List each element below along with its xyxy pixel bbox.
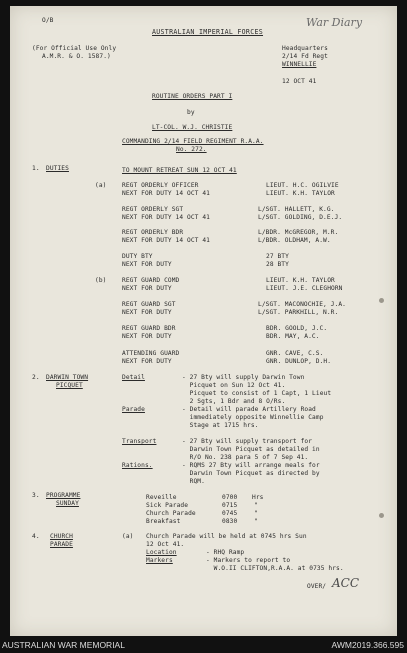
hq-line: WINNELLIE [282, 61, 317, 68]
section-heading-church: CHURCH [50, 533, 73, 540]
duty-left: DUTY BTY [122, 253, 153, 260]
picquet-label-transport: Transport [122, 438, 157, 445]
punch-hole [379, 298, 384, 303]
duty-right: LIEUT. K.H. TAYLOR [266, 190, 335, 197]
footer-source: AUSTRALIAN WAR MEMORIAL [2, 640, 125, 650]
church-text: Church Parade will be held at 0745 hrs Sun [146, 533, 307, 540]
picquet-text: R/O No. 238 para 5 of 7 Sep 41. [182, 454, 309, 461]
duty-left: REGT ORDERLY OFFICER [122, 182, 199, 189]
programme-item: Sick Parade [146, 502, 189, 509]
church-location-value: - RHQ Ramp [206, 549, 245, 556]
programme-item: Breakfast [146, 518, 181, 525]
duty-left: NEXT FOR DUTY 14 OCT 41 [122, 237, 210, 244]
duty-right: L/SGT. MACONOCHIE, J.A. [258, 301, 346, 308]
duty-right: L/SGT. HALLETT, K.G. [258, 206, 335, 213]
duty-right: L/BDR. McGREGOR, M.R. [258, 229, 339, 236]
over-note: OVER/ [307, 583, 327, 590]
picquet-text: - 27 Bty will supply Darwin Town [182, 374, 305, 381]
duty-right: L/SGT. PARKHILL, N.R. [258, 309, 339, 316]
duty-left: NEXT FOR DUTY [122, 285, 172, 292]
orders-title: ROUTINE ORDERS PART I [152, 93, 233, 100]
duty-left: REGT GUARD BDR [122, 325, 176, 332]
marker-b: (b) [95, 277, 107, 284]
programme-time: 0715 [222, 502, 238, 509]
church-location-label: Location [146, 549, 177, 556]
section-heading-picquet: DARWIN TOWN [46, 374, 89, 381]
programme-unit: " [254, 510, 258, 517]
duty-left: NEXT FOR DUTY 14 OCT 41 [122, 214, 210, 221]
order-number: No. 272. [176, 146, 207, 153]
programme-unit: " [254, 502, 258, 509]
commander-name: LT-COL. W.J. CHRISTIE [152, 124, 233, 131]
programme-time: 0830 [222, 518, 238, 525]
duty-right: GNR. DUNLOP, D.H. [266, 358, 332, 365]
date: 12 OCT 41 [282, 78, 317, 85]
section-number: 2. [32, 374, 40, 381]
section-heading-picquet: PICQUET [56, 382, 83, 389]
punch-hole [379, 513, 384, 518]
duty-right: BDR. GOOLD, J.C. [266, 325, 328, 332]
duty-left: REGT GUARD COMD [122, 277, 180, 284]
duty-left: NEXT FOR DUTY [122, 261, 172, 268]
duty-right: 28 BTY [266, 261, 289, 268]
church-markers-value: W.O.II CLIFTON,R.A.A. at 0735 hrs. [206, 565, 344, 572]
section-number: 1. [32, 165, 40, 172]
duty-right: LIEUT. J.E. CLEGHORN [266, 285, 343, 292]
picquet-text: Darwin Town Picquet as directed by [182, 470, 320, 477]
duty-left: REGT GUARD SGT [122, 301, 176, 308]
picquet-text: RQM. [182, 478, 205, 485]
duty-left: NEXT FOR DUTY 14 OCT 41 [122, 190, 210, 197]
duty-right: LIEUT. H.C. OGILVIE [266, 182, 339, 189]
duty-left: NEXT FOR DUTY [122, 358, 172, 365]
hq-line: Headquarters [282, 45, 328, 52]
programme-time: 0745 [222, 510, 238, 517]
handwritten-initials: ACC [332, 576, 360, 590]
programme-time: 0700 [222, 494, 238, 501]
picquet-text: 2 Sgts, 1 Bdr and 8 O/Rs. [182, 398, 286, 405]
section-number: 3. [32, 492, 40, 499]
church-markers-value: - Markers to report to [206, 557, 291, 564]
command-line: COMMANDING 2/14 FIELD REGIMENT R.A.A. [122, 138, 264, 145]
picquet-label-rations: Rations. [122, 462, 153, 469]
footer-bar [0, 637, 407, 653]
programme-unit: Hrs [252, 494, 264, 501]
section-number: 4. [32, 533, 40, 540]
duty-left: REGT ORDERLY SGT [122, 206, 184, 213]
programme-item: Church Parade [146, 510, 196, 517]
marker-a: (a) [122, 533, 134, 540]
picquet-text: - 27 Bty will supply transport for [182, 438, 313, 445]
church-markers-label: Markers [146, 557, 173, 564]
duty-right: L/SGT. GOLDING, D.E.J. [258, 214, 343, 221]
duty-right: L/BDR. OLDHAM, A.W. [258, 237, 331, 244]
section-heading-church: PARADE [50, 541, 73, 548]
duty-left: ATTENDING GUARD [122, 350, 180, 357]
picquet-text: - RQMS 27 Bty will arrange meals for [182, 462, 320, 469]
duty-right: BDR. MAY, A.C. [266, 333, 320, 340]
hq-line: 2/14 Fd Regt [282, 53, 328, 60]
duty-left: REGT ORDERLY BDR [122, 229, 184, 236]
picquet-label-detail: Detail [122, 374, 145, 381]
programme-item: Reveille [146, 494, 177, 501]
section-heading-programme: PROGRAMME [46, 492, 81, 499]
church-text: 12 Oct 41. [146, 541, 185, 548]
official-use-line: (For Official Use Only [32, 45, 117, 52]
mount-retreat: TO MOUNT RETREAT SUN 12 OCT 41 [122, 167, 237, 174]
picquet-label-parade: Parade [122, 406, 145, 413]
picquet-text: immediately opposite Winnellie Camp [182, 414, 324, 421]
programme-unit: " [254, 518, 258, 525]
footer-accession: AWM2019.366.595 [331, 640, 404, 650]
orders-by: by [187, 109, 195, 116]
duty-right: GNR. CAVE, C.S. [266, 350, 324, 357]
picquet-text: Darwin Town Picquet as detailed in [182, 446, 320, 453]
page-ref: O/B [42, 17, 54, 24]
handwritten-war-diary: War Diary [306, 16, 363, 29]
section-heading-programme: SUNDAY [56, 500, 79, 507]
picquet-text: Stage at 1715 hrs. [182, 422, 259, 429]
official-use-line: A.M.R. & O. 1587.) [42, 53, 111, 60]
section-heading-duties: DUTIES [46, 165, 69, 172]
picquet-text: - Detail will parade Artillery Road [182, 406, 316, 413]
picquet-text: Picquet to consist of 1 Capt, 1 Lieut [182, 390, 332, 397]
marker-a: (a) [95, 182, 107, 189]
duty-right: 27 BTY [266, 253, 289, 260]
org-title: AUSTRALIAN IMPERIAL FORCES [152, 28, 264, 36]
duty-left: NEXT FOR DUTY [122, 333, 172, 340]
duty-right: LIEUT. K.H. TAYLOR [266, 277, 335, 284]
picquet-text: Picquet on Sun 12 Oct 41. [182, 382, 286, 389]
duty-left: NEXT FOR DUTY [122, 309, 172, 316]
